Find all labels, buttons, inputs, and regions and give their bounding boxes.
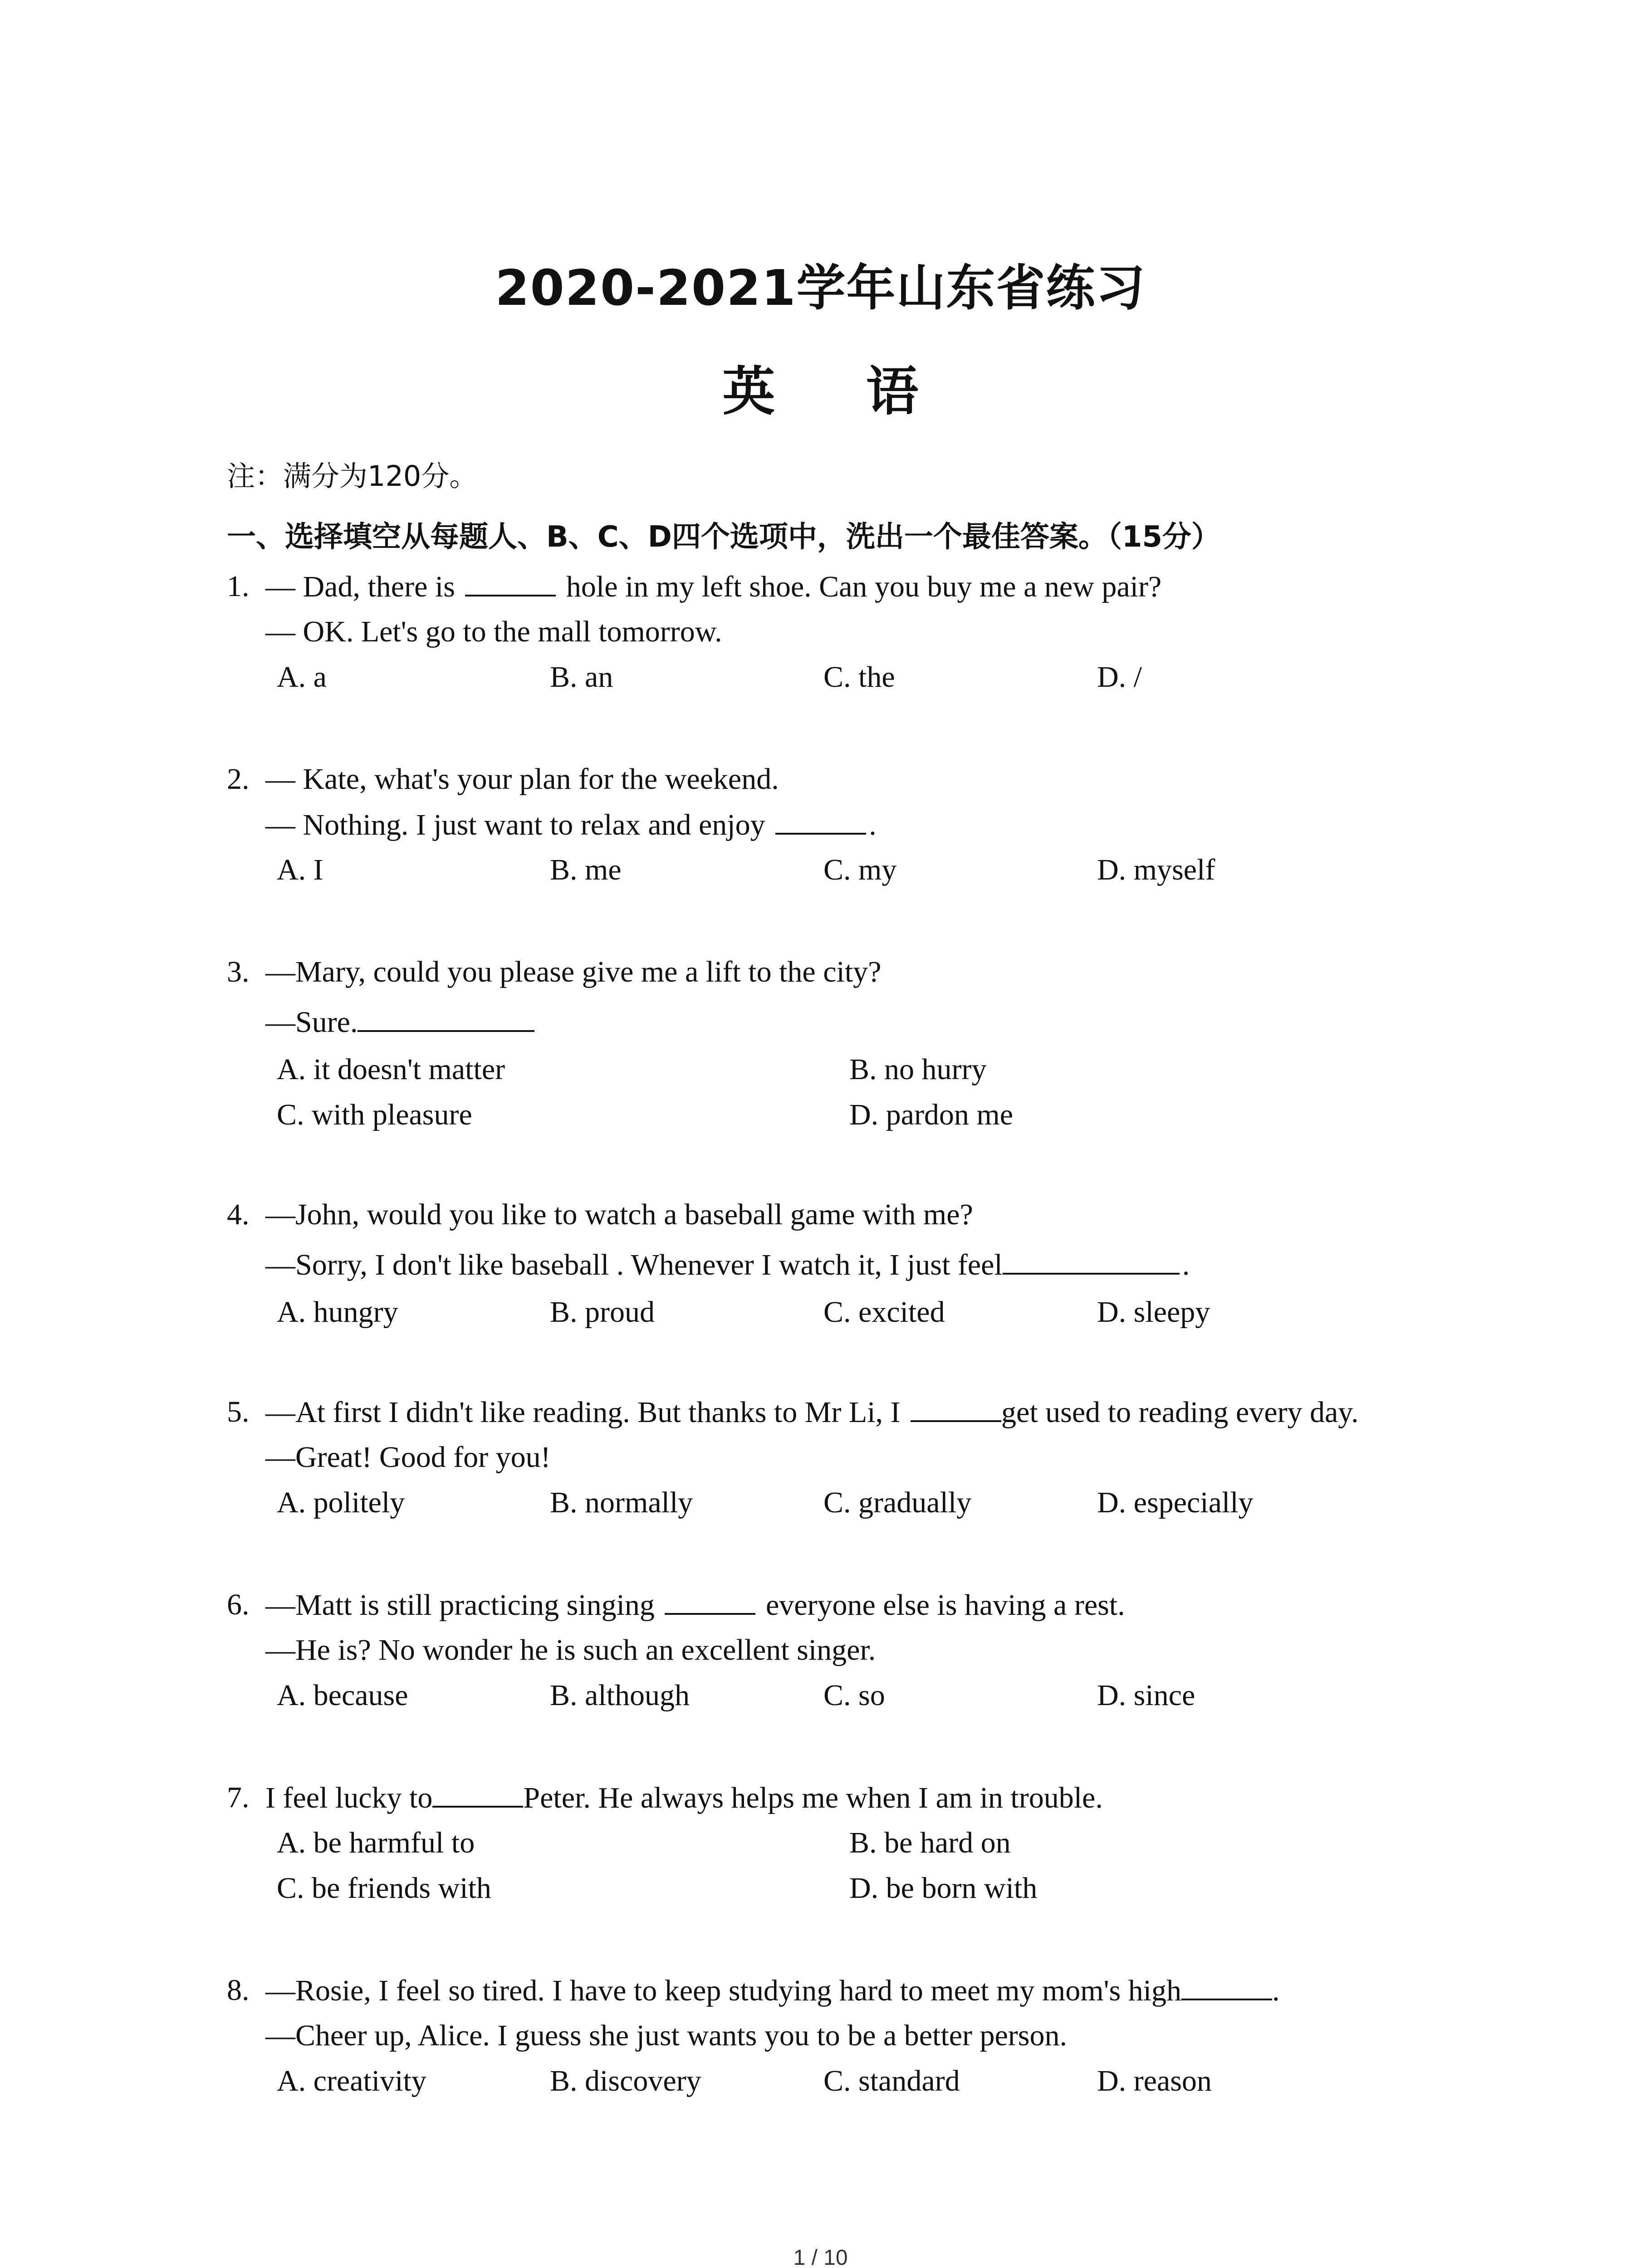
option-d: D. since bbox=[1097, 1679, 1195, 1712]
question-line: — OK. Let's go to the mall tomorrow. bbox=[265, 615, 722, 648]
option-d: D. pardon me bbox=[849, 1098, 1014, 1131]
question-number: 4. bbox=[227, 1198, 250, 1231]
question-number: 3. bbox=[227, 955, 250, 988]
question-number: 8. bbox=[227, 1974, 250, 2007]
option-c: C. standard bbox=[823, 2064, 960, 2097]
page-number: 1 / 10 bbox=[793, 2246, 848, 2268]
option-b: B. normally bbox=[550, 1486, 693, 1519]
option-d: D. sleepy bbox=[1097, 1295, 1210, 1329]
question-line: — Dad, there is hole in my left shoe. Can you buy me a new pair? bbox=[265, 570, 1162, 603]
option-b: B. an bbox=[550, 660, 613, 694]
option-d: D. myself bbox=[1097, 853, 1215, 886]
option-a: A. creativity bbox=[277, 2064, 426, 2097]
answer-blank bbox=[358, 1005, 534, 1032]
question-line: —John, would you like to watch a baseball game with me? bbox=[265, 1198, 973, 1231]
option-c: C. with pleasure bbox=[277, 1098, 472, 1131]
question-number: 6. bbox=[227, 1588, 250, 1621]
answer-blank bbox=[1003, 1247, 1180, 1275]
answer-blank bbox=[775, 807, 866, 835]
answer-blank bbox=[665, 1588, 755, 1615]
option-d: D. be born with bbox=[849, 1872, 1038, 1905]
subject-title: 英 语 bbox=[722, 361, 955, 422]
answer-blank bbox=[1181, 1973, 1272, 2000]
score-note: 注：满分为120分。 bbox=[227, 459, 478, 493]
option-b: B. me bbox=[550, 853, 622, 886]
option-a: A. a bbox=[277, 660, 327, 694]
question-line: —Mary, could you please give me a lift to the city? bbox=[265, 955, 882, 988]
option-b: B. discovery bbox=[550, 2064, 701, 2097]
answer-blank bbox=[911, 1395, 1001, 1422]
question-line: —At first I didn't like reading. But thanks to Mr Li, I get used to reading every day. bbox=[265, 1396, 1359, 1429]
option-a: A. politely bbox=[277, 1486, 405, 1519]
option-d: D. reason bbox=[1097, 2064, 1212, 2097]
option-b: B. be hard on bbox=[849, 1826, 1011, 1859]
option-a: A. I bbox=[277, 853, 323, 886]
question-line: —Sorry, I don't like baseball . Whenever I watch it, I just feel . bbox=[265, 1248, 1190, 1281]
option-d: D. especially bbox=[1097, 1486, 1254, 1519]
option-a: A. it doesn't matter bbox=[277, 1053, 505, 1086]
question-number: 1. bbox=[227, 570, 250, 603]
question-line: —Sure. bbox=[265, 1005, 537, 1040]
question-number: 5. bbox=[227, 1395, 250, 1428]
option-b: B. proud bbox=[550, 1295, 655, 1329]
option-a: A. hungry bbox=[277, 1295, 398, 1329]
option-c: C. be friends with bbox=[277, 1872, 491, 1905]
question-line: —Matt is still practicing singing everyone else is having a rest. bbox=[265, 1589, 1125, 1622]
option-b: B. no hurry bbox=[849, 1053, 987, 1086]
option-b: B. although bbox=[550, 1679, 690, 1712]
exam-title: 2020-2021学年山东省练习 bbox=[495, 260, 1146, 317]
question-line: —He is? No wonder he is such an excellent singer. bbox=[265, 1633, 876, 1667]
answer-blank bbox=[465, 569, 556, 596]
option-a: A. be harmful to bbox=[277, 1826, 475, 1859]
answer-blank bbox=[432, 1780, 523, 1808]
option-c: C. gradually bbox=[823, 1486, 972, 1519]
section-heading: 一、选择填空从每题人、B、C、D四个选项中，洗出一个最佳答案。（15分） bbox=[227, 520, 1220, 554]
question-line: I feel lucky to Peter. He always helps me when I am in trouble. bbox=[265, 1781, 1103, 1814]
question-line: — Kate, what's your plan for the weekend. bbox=[265, 763, 779, 796]
question-line: —Rosie, I feel so tired. I have to keep studying hard to meet my mom's high . bbox=[265, 1974, 1280, 2007]
question-number: 7. bbox=[227, 1781, 250, 1814]
option-a: A. because bbox=[277, 1679, 408, 1712]
option-c: C. so bbox=[823, 1679, 885, 1712]
question-line: — Nothing. I just want to relax and enjoy . bbox=[265, 808, 877, 841]
option-c: C. excited bbox=[823, 1295, 945, 1329]
question-line: —Great! Good for you! bbox=[265, 1441, 551, 1474]
question-line: —Cheer up, Alice. I guess she just wants you to be a better person. bbox=[265, 2019, 1067, 2052]
question-number: 2. bbox=[227, 763, 250, 796]
option-c: C. my bbox=[823, 853, 897, 886]
option-c: C. the bbox=[823, 660, 895, 694]
option-d: D. / bbox=[1097, 660, 1142, 694]
